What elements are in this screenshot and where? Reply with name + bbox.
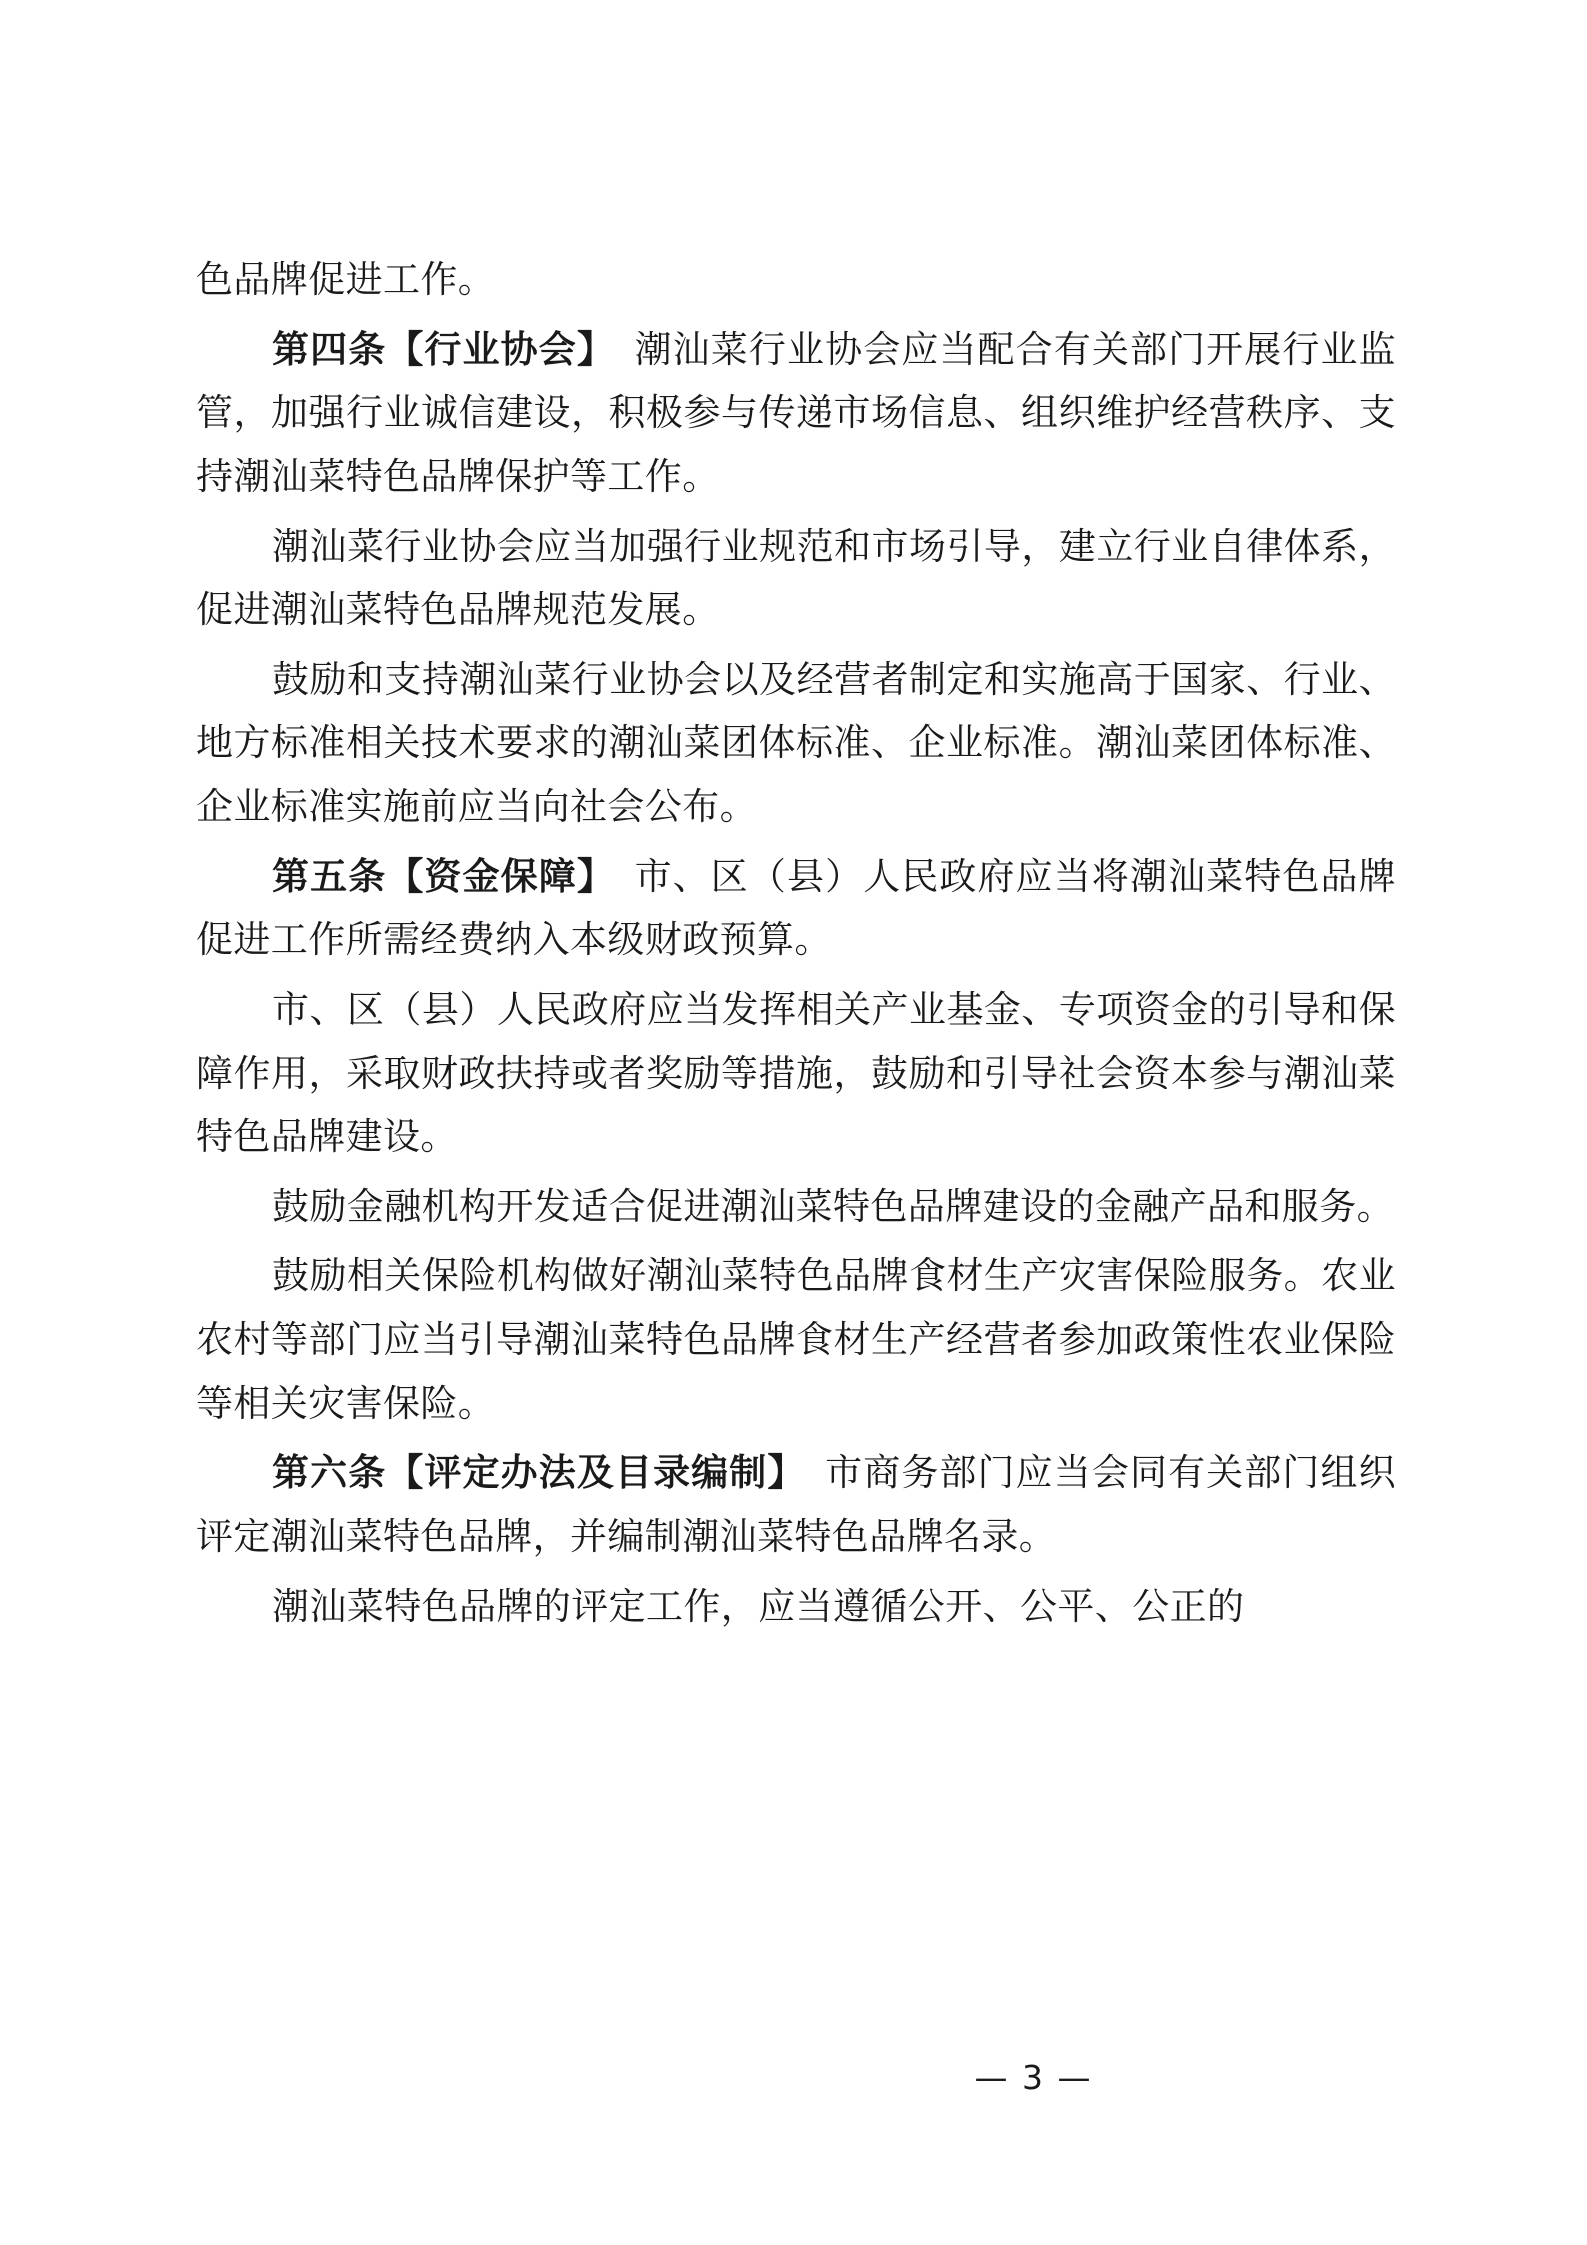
paragraph: [196, 978, 1396, 1169]
paragraph: [196, 248, 1396, 312]
paragraph-text: 鼓励金融机构开发适合促进潮汕菜特色品牌建设的金融产品和服务。: [272, 1184, 1394, 1228]
paragraph-text: 市、区（县）人民政府应当将潮汕菜特色品牌促进工作所需经费纳入本级财政预算。: [196, 854, 1396, 962]
paragraph-text: 鼓励和支持潮汕菜行业协会以及经营者制定和实施高于国家、行业、地方标准相关技术要求的潮汕菜团体标准、企业标准。潮汕菜团体标准、企业标准实施前应当向社会公布。: [196, 657, 1396, 828]
paragraph-text: 鼓励相关保险机构做好潮汕菜特色品牌食材生产灾害保险服务。农业农村等部门应当引导潮汕菜特色品牌食材生产经营者参加政策性农业保险等相关灾害保险。: [196, 1254, 1396, 1425]
paragraph-text: 潮汕菜行业协会应当加强行业规范和市场引导，建立行业自律体系，促进潮汕菜特色品牌规范发展。: [196, 524, 1396, 632]
paragraph: [196, 1175, 1396, 1239]
paragraph-text: 潮汕菜特色品牌的评定工作，应当遵循公开、公平、公正的: [272, 1584, 1245, 1628]
paragraph-text: 市、区（县）人民政府应当发挥相关产业基金、专项资金的引导和保障作用，采取财政扶持或者奖励等措施，鼓励和引导社会资本参与潮汕菜特色品牌建设。: [196, 987, 1396, 1159]
paragraph: [196, 515, 1396, 642]
paragraph-text: 潮汕菜行业协会应当配合有关部门开展行业监管，加强行业诚信建设，积极参与传递市场信息、组织维护经营秩序、支持潮汕菜特色品牌保护等工作。: [196, 327, 1396, 498]
document-body: [196, 248, 1396, 1644]
paragraph: [196, 318, 1396, 509]
paragraph-text: 市商务部门应当会同有关部门组织评定潮汕菜特色品牌，并编制潮汕菜特色品牌名录。: [196, 1451, 1396, 1558]
paragraph: [196, 648, 1396, 839]
article-heading: 第五条【资金保障】: [272, 854, 597, 898]
paragraph: [196, 1244, 1396, 1435]
article-heading: 第四条【行业协会】: [272, 327, 597, 371]
paragraph: [196, 1441, 1396, 1568]
paragraph: [196, 845, 1396, 972]
page-number: — 3 —: [974, 2058, 1093, 2097]
article-heading: 第六条【评定办法及目录编制】: [272, 1451, 787, 1495]
paragraph-text: 色品牌促进工作。: [196, 258, 496, 301]
paragraph: [196, 1575, 1396, 1639]
